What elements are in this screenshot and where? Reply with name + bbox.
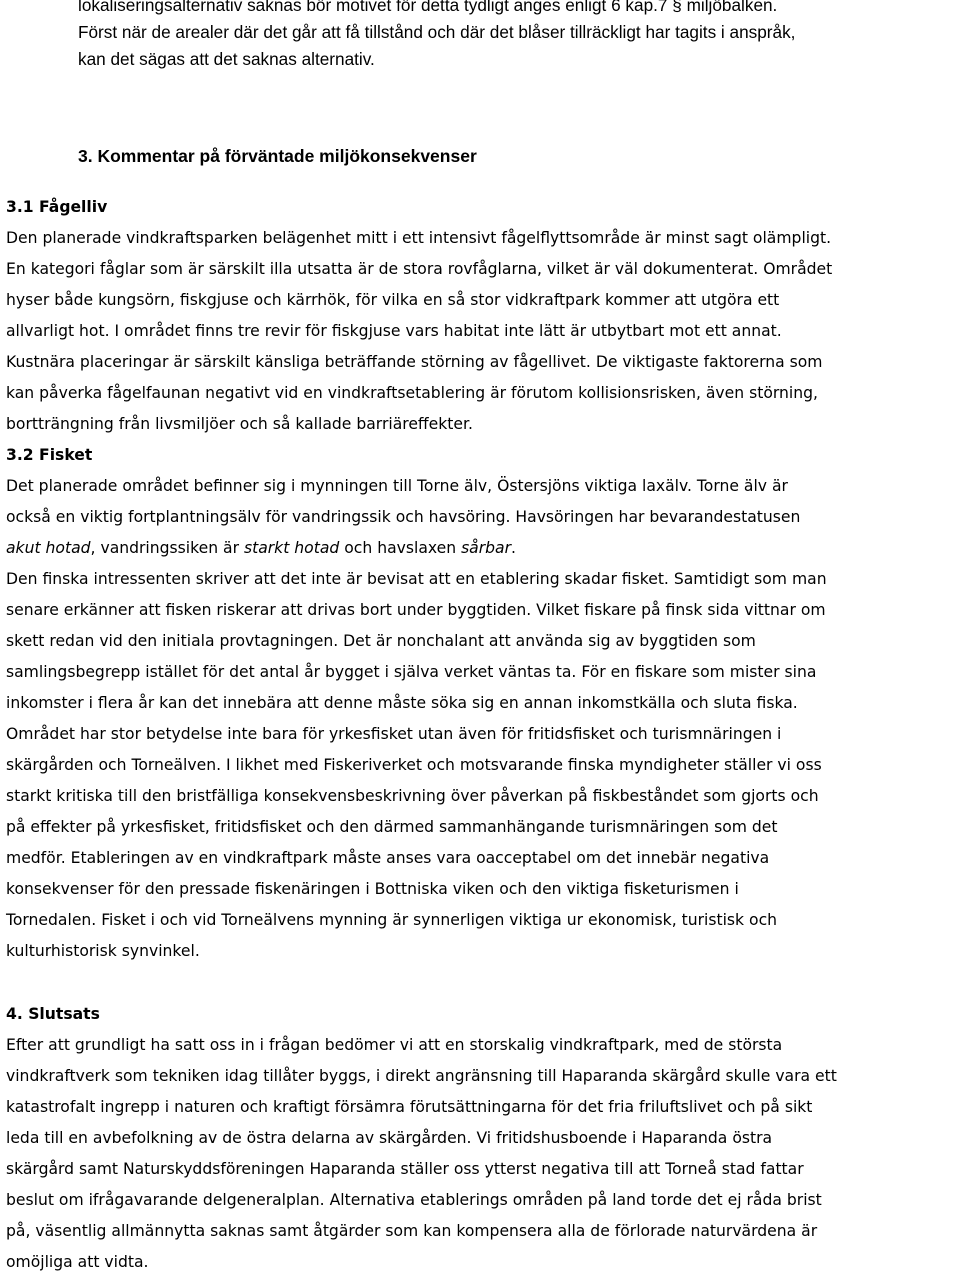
section-3-heading: 3. Kommentar på förväntade miljökonsekvenser (78, 146, 477, 166)
paragraph-line: Efter att grundligt ha satt oss in i frågan bedömer vi att en storskalig vindkraftpark, med de största (6, 1036, 783, 1054)
paragraph-line: omöjliga att vidta. (6, 1253, 149, 1271)
paragraph-line: skett redan vid den initiala provtagningen. Det är nonchalant att använda sig av byggtiden som (6, 632, 756, 650)
section-4-block (6, 999, 958, 1278)
paragraph-line: skärgården och Torneälven. I likhet med Fiskeriverket och motsvarande finska myndigheter ställer vi oss (6, 756, 822, 774)
intro-paragraph (78, 0, 938, 73)
paragraph-line: medför. Etableringen av en vindkraftpark måste anses vara oacceptabel om det innebär negativa (6, 849, 770, 867)
intro-line: Först när de arealer där det går att få tillstånd och där det blåser tillräckligt har tagits i anspråk, (78, 22, 796, 42)
paragraph-line: på, väsentlig allmännytta saknas samt åtgärder som kan kompensera alla de förlorade naturvärdena är (6, 1222, 818, 1240)
paragraph-line: katastrofalt ingrepp i naturen och kraftigt försämra förutsättningarna för det fria friluftslivet och på sikt (6, 1098, 813, 1116)
paragraph-line: allvarligt hot. I området finns tre revir för fiskgjuse vars habitat inte lätt är utbytbart mot ett annat. (6, 322, 782, 340)
paragraph-line: samlingsbegrepp istället för det antal år bygget i själva verket väntas ta. För en fiskare som mister sina (6, 663, 817, 681)
section-4-heading: 4. Slutsats (6, 1005, 100, 1023)
paragraph-line: En kategori fåglar som är särskilt illa utsatta är de stora rovfåglarna, vilket är väl dokumenterat. Området (6, 260, 833, 278)
paragraph-line: konsekvenser för den pressade fiskenäringen i Bottniska viken och den viktiga fisketurismen i (6, 880, 739, 898)
status-starkt-hotad: starkt hotad (243, 539, 340, 557)
paragraph-line: starkt kritiska till den bristfälliga konsekvensbeskrivning över påverkan på fiskbeståndet som gjorts och (6, 787, 819, 805)
paragraph-line: på effekter på yrkesfisket, fritidsfisket och den därmed sammanhängande turismnäringen som det (6, 818, 778, 836)
paragraph-line: också en viktig fortplantningsälv för vandringssik och havsöring. Havsöringen har bevarandestatusen (6, 508, 801, 526)
section-3-1-heading: 3.1 Fågelliv (6, 198, 108, 216)
slutsats-paragraph (6, 1030, 958, 1278)
paragraph-line: kulturhistorisk synvinkel. (6, 942, 200, 960)
status-line (6, 533, 958, 564)
paragraph-line: Området har stor betydelse inte bara för yrkesfisket utan även för fritidsfisket och turismnäringen i (6, 725, 782, 743)
paragraph-line: Den planerade vindkraftsparken belägenhet mitt i ett intensivt fågelflyttsområde är minst sagt olämpligt. (6, 229, 832, 247)
fisket-paragraph (6, 471, 958, 967)
intro-line: kan det sägas att det saknas alternativ. (78, 49, 375, 69)
status-text: , vandringssiken är (90, 539, 244, 557)
paragraph-line: kan påverka fågelfaunan negativt vid en vindkraftsetablering är förutom kollisionsrisken, även störning, (6, 384, 818, 402)
status-text: . (511, 539, 516, 557)
paragraph-line: Kustnära placeringar är särskilt känsliga beträffande störning av fågellivet. De viktigaste faktorerna som (6, 353, 823, 371)
paragraph-line: Tornedalen. Fisket i och vid Torneälvens mynning är synnerligen viktiga ur ekonomisk, turistisk och (6, 911, 778, 929)
paragraph-line: bortträngning från livsmiljöer och så kallade barriäreffekter. (6, 415, 473, 433)
status-sarbar: sårbar (461, 539, 512, 557)
status-text: och havslaxen (339, 539, 462, 557)
status-akut-hotad: akut hotad (6, 539, 91, 557)
paragraph-line: hyser både kungsörn, fiskgjuse och kärrhök, för vilka en så stor vidkraftpark kommer att utgöra ett (6, 291, 780, 309)
paragraph-line: inkomster i flera år kan det innebära att denne måste söka sig en annan inkomstkälla och sluta fiska. (6, 694, 798, 712)
paragraph-line: vindkraftverk som tekniken idag tillåter byggs, i direkt angränsning till Haparanda skärgård skulle vara ett (6, 1067, 837, 1085)
paragraph-line: Det planerade området befinner sig i mynningen till Torne älv, Östersjöns viktiga laxälv. Torne älv är (6, 477, 788, 495)
section-3-1-block (6, 192, 958, 967)
paragraph-line: leda till en avbefolkning av de östra delarna av skärgården. Vi fritidshusboende i Haparanda östra (6, 1129, 773, 1147)
paragraph-line: senare erkänner att fisken riskerar att drivas bort under byggtiden. Vilket fiskare på finsk sida vittnar om (6, 601, 826, 619)
intro-line: lokaliseringsalternativ saknas bör motivet för detta tydligt anges enligt 6 kap.7 § miljöbalken. (78, 0, 778, 15)
section-3-2-heading: 3.2 Fisket (6, 446, 93, 464)
paragraph-line: beslut om ifrågavarande delgeneralplan. Alternativa etablerings områden på land torde det ej råda brist (6, 1191, 822, 1209)
paragraph-line: skärgård samt Naturskyddsföreningen Haparanda ställer oss ytterst negativa till att Torneå stad fattar (6, 1160, 804, 1178)
fagelliv-paragraph (6, 223, 958, 440)
paragraph-line: Den finska intressenten skriver att det inte är bevisat att en etablering skadar fisket. Samtidigt som man (6, 570, 827, 588)
